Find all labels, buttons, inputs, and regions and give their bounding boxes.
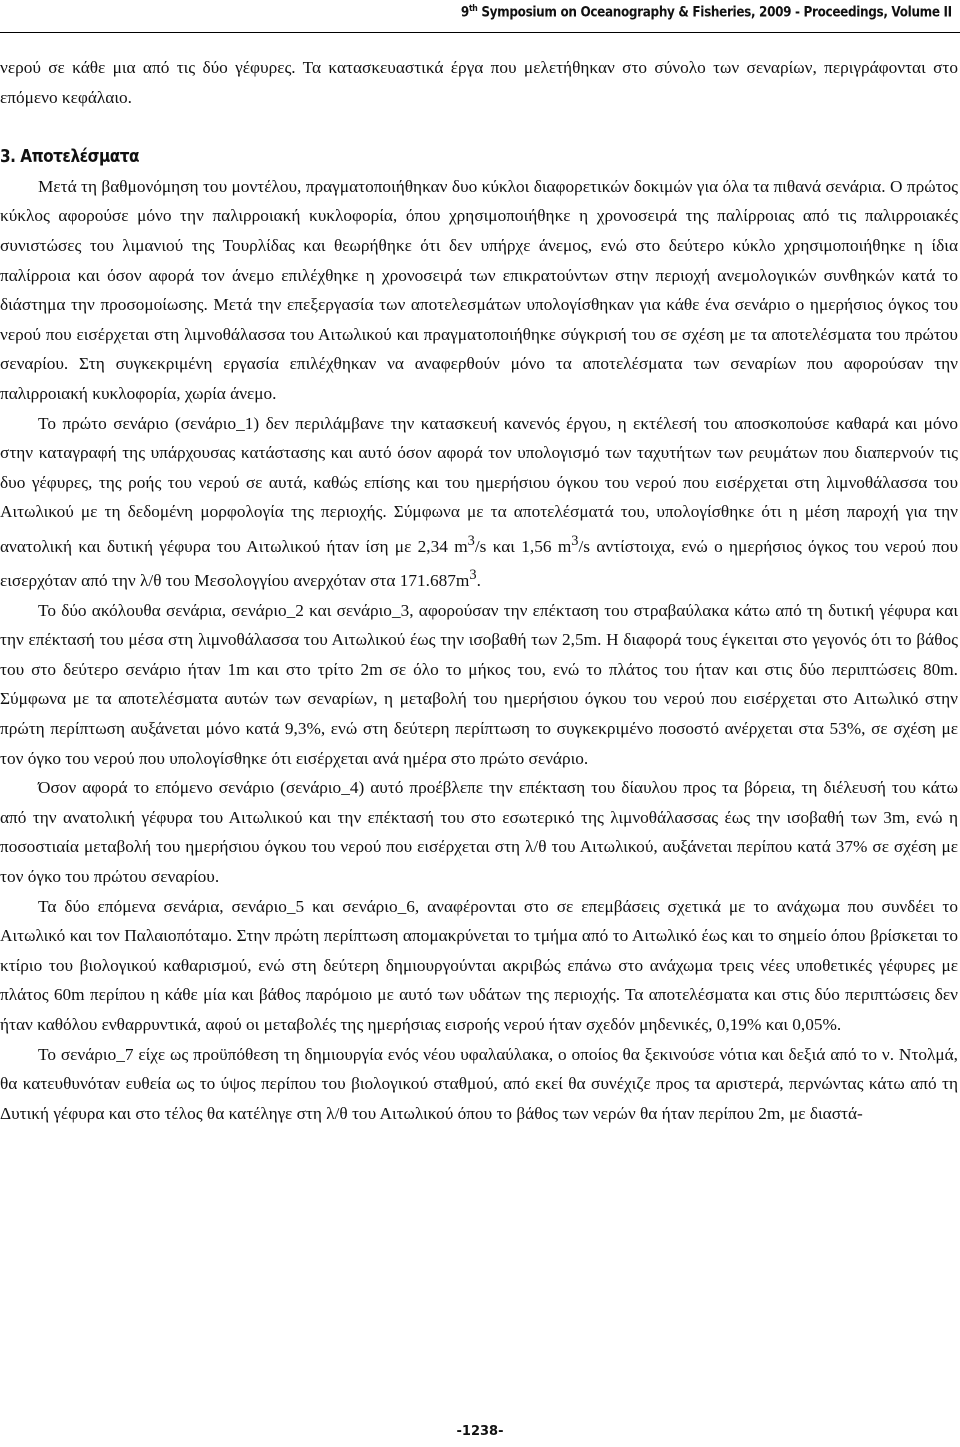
page-number: -1238- <box>456 1424 504 1439</box>
paragraph-2-text-1: Το πρώτο σενάριο (σενάριο_1) δεν περιλάμβανε την κατασκευή κανενός έργου, η εκτέλεσή του αποσκοπούσε καθαρά και μόνο στην καταγραφή της υπάρχουσας κατάστασης και αυτό όσον αφορά τον υπολογισμό των ταχυτήτων των ρευμάτων που διαπερνούν τις δυο γέφυρες, της ροής του νερού σε αυτά, καθώς επίσης και του ημερήσιου όγκου του νερού που εισέρχεται στη λιμνοθάλασσα του Αιτωλικού με τη δεδομένη μορφολογία της περιοχής. Σύμφωνα με τα αποτελέσματά του, υπολογίσθηκε ότι η μέση παροχή για την ανατολική και δυτική γέφυρα του Αιτωλικού ήταν ίση με 2,34 m <box>0 413 958 556</box>
superscript-3: 3 <box>469 567 477 584</box>
lead-paragraph: νερού σε κάθε μια από τις δύο γέφυρες. Τα κατασκευαστικά έργα που μελετήθηκαν στο σύνολο των σεναρίων, περιγράφονται στο επόμενο κεφάλαιο. <box>0 58 958 107</box>
paragraph-6: Το σενάριο_7 είχε ως προϋπόθεση τη δημιουργία ενός νέου υφαλαύλακα, ο οποίος θα ξεκινούσε νότια και δεξιά από το ν. Ντολμά, θα κατευθυνόταν ευθεία ως το ύψος περίπου του βιολογικού σταθμού, από εκεί θα συνέχιζε προς τα αριστερά, περνώντας κάτω από τη Δυτική γέφυρα και στο τέλος θα κατέληγε στη λ/θ του Αιτωλικού όπου το βάθος των νερών θα ήταν περίπου 2m, με διαστά- <box>0 1044 958 1123</box>
paragraph-2-text-3: /s αντίστοιχα, ενώ ο ημερήσιος όγκος του νερού που εισερχόταν από την λ/θ του Μεσολογγίου ανερχόταν στα 171.687m <box>0 536 958 591</box>
paragraph-4: Όσον αφορά το επόμενο σενάριο (σενάριο_4) αυτό προέβλεπε την επέκταση του δίαυλου προς τα βόρεια, τη διέλευσή του κάτω από την ανατολική γέφυρα του Αιτωλικού και την επέκτασή του στο εσωτερικό της λιμνοθάλασσας έως την ισοβαθή των 3m, ενώ η ποσοστιαία μεταβολή του ημερήσιου όγκου του νερού που εισέρχεται στη λ/θ του Αιτωλικού, αυξάνεται περίπου κατά 37% σε σχέση με τον όγκο του πρώτου σεναρίου. <box>0 778 958 886</box>
paragraph-1: Μετά τη βαθμονόμηση του μοντέλου, πραγματοποιήθηκαν δυο κύκλοι διαφορετικών δοκιμών για όλα τα πιθανά σενάρια. Ο πρώτος κύκλος αφορούσε μόνο την παλιρροιακή κυκλοφορία, όπου χρησιμοποιήθηκε η χρονοσειρά της παλίρροιας από τις παλιρροιακές συνιστώσες του λιμανιού της Τουρλίδας και θεωρήθηκε ότι δεν υπήρχε άνεμος, ενώ στο δεύτερο κύκλο χρησιμοποιήθηκε η ίδια παλίρροια και όσον αφορά τον άνεμο επιλέχθηκε η χρονοσειρά των επικρατούντων στην περιοχή ανεμολογικών συνθηκών κατά το διάστημα την προσομοίωσης. Μετά την επεξεργασία των αποτελεσμάτων υπολογίσθηκαν για κάθε ένα σενάριο ο ημερήσιος όγκος του νερού που εισέρχεται στη λιμνοθάλασσα του Αιτωλικού και πραγματοποιήθηκε σύγκρισή του σε σχέση με τα αποτελέσματα του πρώτου σεναρίου. Στη συγκεκριμένη εργασία επιλέχθηκαν να αναφερθούν μόνο τα αποτελέσματα των σεναρίων που αφορούσαν την παλιρροιακή κυκλοφορία, χωρία άνεμο. <box>0 176 958 403</box>
header-rule <box>0 32 960 33</box>
running-header <box>461 4 952 21</box>
edition-suffix: th <box>469 4 478 14</box>
article-body <box>0 53 958 1128</box>
paragraph-5: Τα δύο επόμενα σενάρια, σενάριο_5 και σενάριο_6, αναφέρονται στο σε επεμβάσεις σχετικά με το ανάχωμα που συνδέει το Αιτωλικό και τον Παλαιοπόταμο. Στην πρώτη περίπτωση απομακρύνεται το τμήμα από το Αιτωλικό έως και το σημείο όπου βρίσκεται το κτίριο του βιολογικού καθαρισμού, ενώ στη δεύτερη δημιουργούνται ακριβώς επάνω στο ανάχωμα τρεις νέες υποθετικές γέφυρες με πλάτος 60m περίπου η κάθε μία και βάθος παρόμοιο με αυτό των υδάτων της περιοχής. Τα αποτελέσματα και στις δύο περιπτώσεις δεν ήταν καθόλου ενθαρρυντικά, αφού οι μεταβολές της ημερήσιας εισροής νερού ήταν σχεδόν μηδενικές, 0,19% και 0,05%. <box>0 896 958 1034</box>
running-header-title: Symposium on Oceanography & Fisheries, 2009 - Proceedings, Volume II <box>481 4 952 21</box>
superscript-1: 3 <box>467 532 475 549</box>
superscript-2: 3 <box>571 532 579 549</box>
paragraph-3: Το δύο ακόλουθα σενάρια, σενάριο_2 και σενάριο_3, αφορούσαν την επέκταση του στραβαύλακα κάτω από τη δυτική γέφυρα και την επέκτασή του μέσα στη λιμνοθάλασσα του Αιτωλικού έως την ισοβαθή των 2,5m. Η διαφορά τους έγκειται στο γεγονός ότι το βάθος του στο δεύτερο σενάριο ήταν 1m και στο τρίτο 2m σε όλο το μήκος του, ενώ το πλάτος του ήταν και στις δύο περιπτώσεις 80m. Σύμφωνα με τα αποτελέσματα αυτών των σεναρίων, η μεταβολή του ημερήσιου όγκου του νερού που εισέρχεται στο Αιτωλικό στην πρώτη περίπτωση αυξάνεται μόνο κατά 9,3%, ενώ στη δεύτερη περίπτωση το συγκεκριμένο ποσοστό ανέρχεται στα 53%, σε σχέση με τον όγκο του νερού που υπολογίσθηκε ότι εισέρχεται ανά ημέρα στο πρώτο σενάριο. <box>0 600 958 768</box>
paragraph-2-text-4: . <box>476 571 481 591</box>
paragraph-2 <box>0 409 958 596</box>
section-heading: 3. Αποτελέσματα <box>0 146 140 168</box>
paragraph-2-text-2: /s και 1,56 m <box>474 536 572 556</box>
edition-number: 9 <box>461 4 470 21</box>
